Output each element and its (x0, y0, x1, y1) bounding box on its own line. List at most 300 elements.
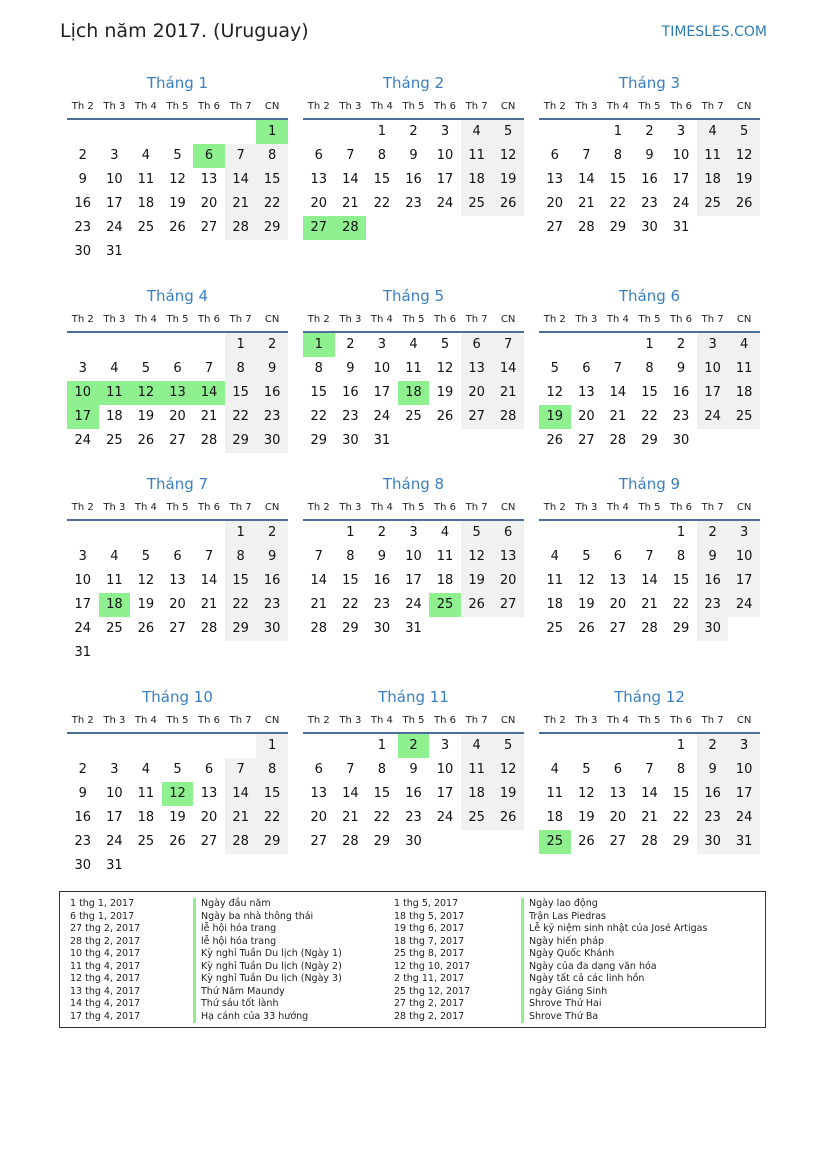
day-cell[interactable]: 15 (256, 168, 288, 192)
day-cell[interactable]: 6 (613, 549, 623, 564)
day-cell[interactable]: 31 (106, 244, 123, 259)
day-cell[interactable]: 4 (141, 148, 151, 163)
day-cell[interactable]: 3 (440, 124, 450, 139)
day-cell[interactable]: 19 (578, 810, 595, 825)
day-cell[interactable]: 28 (225, 216, 257, 240)
day-cell[interactable]: 25 (137, 220, 155, 235)
day-cell[interactable]: 27 (609, 621, 627, 636)
day-cell-holiday[interactable]: 12 (130, 381, 162, 405)
day-cell[interactable]: 23 (697, 593, 729, 617)
day-cell[interactable]: 26 (137, 621, 155, 636)
day-cell[interactable]: 16 (405, 786, 422, 801)
day-cell[interactable]: 4 (697, 120, 729, 144)
day-cell[interactable]: 28 (492, 405, 524, 429)
day-cell[interactable]: 6 (492, 521, 524, 545)
day-cell[interactable]: 3 (409, 525, 418, 540)
day-cell[interactable]: 10 (373, 361, 391, 376)
day-cell[interactable]: 13 (200, 172, 218, 187)
day-cell[interactable]: 21 (225, 192, 257, 216)
day-cell[interactable]: 30 (342, 433, 359, 448)
day-cell[interactable]: 27 (200, 834, 218, 849)
day-cell-holiday[interactable]: 6 (193, 144, 225, 168)
day-cell[interactable]: 17 (728, 782, 760, 806)
day-cell[interactable]: 26 (461, 593, 493, 617)
day-cell[interactable]: 28 (225, 830, 257, 854)
day-cell[interactable]: 6 (314, 148, 323, 163)
day-cell[interactable]: 4 (440, 525, 450, 540)
day-cell[interactable]: 16 (74, 196, 92, 211)
day-cell[interactable]: 24 (373, 409, 391, 424)
day-cell[interactable]: 27 (169, 433, 186, 448)
day-cell[interactable]: 1 (676, 525, 686, 540)
day-cell[interactable]: 23 (405, 810, 422, 825)
day-cell[interactable]: 25 (405, 409, 422, 424)
day-cell[interactable]: 31 (106, 858, 123, 873)
day-cell[interactable]: 15 (256, 782, 288, 806)
day-cell[interactable]: 12 (546, 385, 564, 400)
day-cell[interactable]: 24 (728, 593, 760, 617)
day-cell[interactable]: 14 (578, 172, 595, 187)
day-cell[interactable]: 20 (200, 810, 218, 825)
day-cell[interactable]: 24 (106, 834, 123, 849)
day-cell[interactable]: 28 (578, 220, 595, 235)
day-cell-holiday[interactable]: 1 (256, 120, 288, 144)
day-cell[interactable]: 15 (225, 381, 257, 405)
day-cell[interactable]: 2 (256, 521, 288, 545)
day-cell[interactable]: 2 (645, 124, 654, 139)
day-cell[interactable]: 20 (169, 597, 186, 612)
day-cell[interactable]: 13 (461, 357, 493, 381)
day-cell[interactable]: 28 (641, 834, 658, 849)
day-cell[interactable]: 18 (461, 782, 493, 806)
day-cell[interactable]: 25 (106, 621, 123, 636)
day-cell[interactable]: 2 (346, 337, 355, 352)
day-cell[interactable]: 30 (641, 220, 658, 235)
day-cell[interactable]: 15 (373, 786, 391, 801)
day-cell[interactable]: 30 (256, 429, 288, 453)
day-cell[interactable]: 22 (373, 810, 391, 825)
day-cell[interactable]: 18 (137, 810, 155, 825)
day-cell[interactable]: 17 (373, 385, 391, 400)
day-cell[interactable]: 9 (256, 357, 288, 381)
day-cell[interactable]: 25 (461, 806, 493, 830)
day-cell[interactable]: 11 (137, 172, 155, 187)
day-cell[interactable]: 24 (74, 433, 92, 448)
day-cell[interactable]: 16 (256, 569, 288, 593)
day-cell[interactable]: 24 (672, 196, 690, 211)
day-cell[interactable]: 4 (550, 762, 559, 777)
day-cell[interactable]: 10 (672, 148, 690, 163)
day-cell[interactable]: 19 (728, 168, 760, 192)
day-cell[interactable]: 14 (342, 786, 359, 801)
day-cell[interactable]: 20 (609, 597, 627, 612)
day-cell[interactable]: 2 (676, 337, 686, 352)
day-cell[interactable]: 1 (377, 738, 387, 753)
day-cell[interactable]: 16 (405, 172, 422, 187)
day-cell[interactable]: 27 (461, 405, 493, 429)
day-cell[interactable]: 30 (373, 621, 391, 636)
day-cell[interactable]: 29 (310, 433, 328, 448)
day-cell[interactable]: 16 (641, 172, 658, 187)
day-cell[interactable]: 3 (78, 361, 87, 376)
day-cell[interactable]: 14 (310, 573, 328, 588)
day-cell[interactable]: 10 (436, 762, 454, 777)
day-cell-holiday[interactable]: 25 (539, 830, 571, 854)
day-cell[interactable]: 21 (200, 597, 218, 612)
site-link[interactable]: TIMESLES.COM (661, 24, 767, 40)
day-cell[interactable]: 1 (676, 738, 686, 753)
day-cell[interactable]: 22 (672, 597, 690, 612)
day-cell-holiday[interactable]: 18 (398, 381, 430, 405)
day-cell[interactable]: 9 (409, 762, 418, 777)
day-cell[interactable]: 1 (377, 124, 387, 139)
day-cell[interactable]: 7 (582, 148, 591, 163)
day-cell[interactable]: 14 (225, 782, 257, 806)
day-cell[interactable]: 4 (728, 333, 760, 357)
day-cell[interactable]: 12 (728, 144, 760, 168)
day-cell[interactable]: 8 (225, 545, 257, 569)
day-cell[interactable]: 14 (225, 168, 257, 192)
day-cell[interactable]: 5 (440, 337, 450, 352)
day-cell[interactable]: 3 (110, 762, 119, 777)
day-cell[interactable]: 17 (672, 172, 690, 187)
day-cell[interactable]: 8 (645, 361, 654, 376)
day-cell[interactable]: 10 (405, 549, 422, 564)
day-cell[interactable]: 29 (225, 617, 257, 641)
day-cell[interactable]: 20 (578, 409, 595, 424)
day-cell[interactable]: 9 (377, 549, 387, 564)
day-cell[interactable]: 22 (609, 196, 627, 211)
day-cell[interactable]: 11 (728, 357, 760, 381)
day-cell[interactable]: 21 (641, 597, 658, 612)
day-cell[interactable]: 14 (200, 573, 218, 588)
day-cell[interactable]: 29 (672, 621, 690, 636)
day-cell[interactable]: 13 (310, 786, 328, 801)
day-cell[interactable]: 22 (225, 593, 257, 617)
day-cell[interactable]: 6 (461, 333, 493, 357)
day-cell[interactable]: 21 (609, 409, 627, 424)
day-cell[interactable]: 17 (728, 569, 760, 593)
day-cell[interactable]: 12 (578, 786, 595, 801)
day-cell-holiday[interactable]: 18 (99, 593, 131, 617)
day-cell[interactable]: 8 (377, 148, 387, 163)
day-cell[interactable]: 19 (169, 810, 186, 825)
day-cell[interactable]: 11 (461, 758, 493, 782)
day-cell[interactable]: 3 (728, 734, 760, 758)
day-cell[interactable]: 25 (546, 621, 564, 636)
day-cell[interactable]: 9 (256, 545, 288, 569)
day-cell[interactable]: 6 (173, 549, 182, 564)
day-cell[interactable]: 26 (546, 433, 564, 448)
day-cell[interactable]: 18 (106, 409, 123, 424)
day-cell[interactable]: 8 (613, 148, 623, 163)
day-cell[interactable]: 22 (342, 597, 359, 612)
day-cell[interactable]: 2 (409, 124, 418, 139)
day-cell[interactable]: 9 (676, 361, 686, 376)
day-cell[interactable]: 28 (609, 433, 627, 448)
day-cell[interactable]: 12 (436, 361, 454, 376)
day-cell[interactable]: 5 (582, 549, 591, 564)
day-cell[interactable]: 30 (256, 617, 288, 641)
day-cell[interactable]: 15 (225, 569, 257, 593)
day-cell[interactable]: 8 (256, 758, 288, 782)
day-cell[interactable]: 19 (137, 597, 155, 612)
day-cell[interactable]: 6 (550, 148, 559, 163)
day-cell[interactable]: 7 (346, 762, 355, 777)
day-cell[interactable]: 25 (728, 405, 760, 429)
day-cell[interactable]: 19 (436, 385, 454, 400)
day-cell[interactable]: 16 (373, 573, 391, 588)
day-cell-holiday[interactable]: 27 (303, 216, 335, 240)
day-cell[interactable]: 24 (436, 196, 454, 211)
day-cell[interactable]: 23 (256, 593, 288, 617)
day-cell[interactable]: 9 (78, 786, 87, 801)
day-cell[interactable]: 12 (578, 573, 595, 588)
day-cell[interactable]: 26 (436, 409, 454, 424)
day-cell[interactable]: 3 (697, 333, 729, 357)
day-cell[interactable]: 5 (173, 762, 182, 777)
day-cell[interactable]: 11 (697, 144, 729, 168)
day-cell[interactable]: 4 (409, 337, 418, 352)
day-cell[interactable]: 18 (461, 168, 493, 192)
day-cell[interactable]: 15 (342, 573, 359, 588)
day-cell[interactable]: 26 (578, 834, 595, 849)
day-cell[interactable]: 5 (173, 148, 182, 163)
day-cell[interactable]: 4 (141, 762, 151, 777)
day-cell[interactable]: 22 (641, 409, 658, 424)
day-cell[interactable]: 11 (405, 361, 422, 376)
day-cell[interactable]: 8 (225, 357, 257, 381)
day-cell[interactable]: 4 (110, 361, 119, 376)
day-cell[interactable]: 6 (613, 762, 623, 777)
day-cell[interactable]: 7 (204, 361, 214, 376)
day-cell[interactable]: 16 (74, 810, 92, 825)
day-cell[interactable]: 12 (461, 545, 493, 569)
day-cell[interactable]: 10 (728, 758, 760, 782)
day-cell[interactable]: 5 (728, 120, 760, 144)
day-cell[interactable]: 25 (697, 192, 729, 216)
day-cell-holiday[interactable]: 14 (193, 381, 225, 405)
day-cell[interactable]: 26 (169, 220, 186, 235)
day-cell[interactable]: 14 (641, 573, 658, 588)
day-cell[interactable]: 21 (641, 810, 658, 825)
day-cell[interactable]: 6 (173, 361, 182, 376)
day-cell[interactable]: 20 (609, 810, 627, 825)
day-cell[interactable]: 9 (697, 545, 729, 569)
day-cell[interactable]: 28 (641, 621, 658, 636)
day-cell[interactable]: 3 (728, 521, 760, 545)
day-cell[interactable]: 20 (310, 810, 328, 825)
day-cell[interactable]: 17 (436, 786, 454, 801)
day-cell[interactable]: 27 (310, 834, 328, 849)
day-cell[interactable]: 26 (137, 433, 155, 448)
day-cell[interactable]: 5 (492, 120, 524, 144)
day-cell[interactable]: 27 (169, 621, 186, 636)
day-cell[interactable]: 9 (697, 758, 729, 782)
day-cell[interactable]: 4 (461, 120, 493, 144)
day-cell[interactable]: 22 (225, 405, 257, 429)
day-cell[interactable]: 25 (106, 433, 123, 448)
day-cell[interactable]: 29 (256, 830, 288, 854)
day-cell[interactable]: 3 (440, 738, 450, 753)
day-cell[interactable]: 23 (74, 220, 92, 235)
day-cell[interactable]: 4 (550, 549, 559, 564)
day-cell[interactable]: 13 (609, 786, 627, 801)
day-cell[interactable]: 19 (578, 597, 595, 612)
day-cell[interactable]: 28 (342, 834, 359, 849)
day-cell[interactable]: 7 (492, 333, 524, 357)
day-cell-holiday[interactable]: 12 (162, 782, 194, 806)
day-cell[interactable]: 29 (672, 834, 690, 849)
day-cell[interactable]: 11 (137, 786, 155, 801)
day-cell[interactable]: 1 (225, 521, 257, 545)
day-cell[interactable]: 13 (578, 385, 595, 400)
day-cell[interactable]: 23 (697, 806, 729, 830)
day-cell[interactable]: 2 (697, 521, 729, 545)
day-cell[interactable]: 9 (409, 148, 418, 163)
day-cell[interactable]: 2 (697, 734, 729, 758)
day-cell[interactable]: 7 (204, 549, 214, 564)
day-cell[interactable]: 31 (672, 220, 690, 235)
day-cell[interactable]: 5 (582, 762, 591, 777)
day-cell[interactable]: 16 (256, 381, 288, 405)
day-cell-holiday[interactable]: 2 (398, 734, 430, 758)
day-cell[interactable]: 14 (641, 786, 658, 801)
day-cell[interactable]: 23 (373, 597, 391, 612)
day-cell[interactable]: 22 (256, 806, 288, 830)
day-cell-holiday[interactable]: 19 (539, 405, 571, 429)
day-cell[interactable]: 20 (461, 381, 493, 405)
day-cell[interactable]: 29 (609, 220, 627, 235)
day-cell[interactable]: 20 (546, 196, 564, 211)
day-cell-holiday[interactable]: 1 (303, 333, 335, 357)
day-cell[interactable]: 17 (106, 810, 123, 825)
day-cell[interactable]: 8 (676, 762, 686, 777)
day-cell[interactable]: 9 (645, 148, 654, 163)
day-cell[interactable]: 16 (697, 569, 729, 593)
day-cell[interactable]: 3 (676, 124, 686, 139)
day-cell-holiday[interactable]: 25 (429, 593, 461, 617)
day-cell[interactable]: 17 (106, 196, 123, 211)
day-cell[interactable]: 18 (137, 196, 155, 211)
day-cell[interactable]: 7 (613, 361, 623, 376)
day-cell[interactable]: 24 (74, 621, 92, 636)
day-cell[interactable]: 5 (141, 549, 151, 564)
day-cell[interactable]: 25 (137, 834, 155, 849)
day-cell[interactable]: 27 (492, 593, 524, 617)
day-cell[interactable]: 15 (310, 385, 328, 400)
day-cell[interactable]: 13 (492, 545, 524, 569)
day-cell[interactable]: 7 (225, 144, 257, 168)
day-cell[interactable]: 27 (546, 220, 564, 235)
day-cell[interactable]: 8 (676, 549, 686, 564)
day-cell[interactable]: 23 (342, 409, 359, 424)
day-cell[interactable]: 24 (436, 810, 454, 825)
day-cell[interactable]: 16 (672, 385, 690, 400)
day-cell[interactable]: 17 (697, 381, 729, 405)
day-cell[interactable]: 23 (405, 196, 422, 211)
day-cell[interactable]: 21 (200, 409, 218, 424)
day-cell[interactable]: 10 (106, 786, 123, 801)
day-cell[interactable]: 23 (74, 834, 92, 849)
day-cell[interactable]: 30 (697, 830, 729, 854)
day-cell[interactable]: 30 (405, 834, 422, 849)
day-cell[interactable]: 1 (256, 734, 288, 758)
day-cell[interactable]: 8 (346, 549, 355, 564)
day-cell[interactable]: 10 (74, 573, 92, 588)
day-cell[interactable]: 7 (314, 549, 323, 564)
day-cell[interactable]: 19 (169, 196, 186, 211)
day-cell[interactable]: 5 (461, 521, 493, 545)
day-cell[interactable]: 10 (697, 357, 729, 381)
day-cell[interactable]: 30 (697, 617, 729, 641)
day-cell[interactable]: 16 (697, 782, 729, 806)
day-cell[interactable]: 7 (645, 762, 654, 777)
day-cell[interactable]: 27 (578, 433, 595, 448)
day-cell[interactable]: 4 (110, 549, 119, 564)
day-cell[interactable]: 19 (492, 782, 524, 806)
day-cell[interactable]: 13 (310, 172, 328, 187)
day-cell[interactable]: 1 (346, 525, 355, 540)
day-cell[interactable]: 4 (461, 734, 493, 758)
day-cell[interactable]: 8 (256, 144, 288, 168)
day-cell[interactable]: 11 (546, 573, 564, 588)
day-cell[interactable]: 23 (672, 409, 690, 424)
day-cell[interactable]: 7 (225, 758, 257, 782)
day-cell[interactable]: 22 (310, 409, 328, 424)
day-cell[interactable]: 21 (578, 196, 595, 211)
day-cell[interactable]: 18 (546, 810, 564, 825)
day-cell[interactable]: 27 (609, 834, 627, 849)
day-cell[interactable]: 29 (256, 216, 288, 240)
day-cell[interactable]: 21 (342, 196, 359, 211)
day-cell[interactable]: 26 (492, 806, 524, 830)
day-cell[interactable]: 3 (377, 337, 387, 352)
day-cell[interactable]: 10 (728, 545, 760, 569)
day-cell[interactable]: 20 (200, 196, 218, 211)
day-cell[interactable]: 21 (342, 810, 359, 825)
day-cell[interactable]: 26 (492, 192, 524, 216)
day-cell[interactable]: 13 (169, 573, 186, 588)
day-cell[interactable]: 26 (578, 621, 595, 636)
day-cell[interactable]: 1 (645, 337, 654, 352)
day-cell[interactable]: 10 (106, 172, 123, 187)
day-cell[interactable]: 31 (373, 433, 391, 448)
day-cell[interactable]: 23 (256, 405, 288, 429)
day-cell[interactable]: 12 (169, 172, 186, 187)
day-cell[interactable]: 10 (436, 148, 454, 163)
day-cell[interactable]: 6 (204, 762, 214, 777)
day-cell[interactable]: 24 (405, 597, 422, 612)
day-cell[interactable]: 24 (728, 806, 760, 830)
day-cell[interactable]: 12 (137, 573, 155, 588)
day-cell-holiday[interactable]: 10 (67, 381, 99, 405)
day-cell[interactable]: 20 (492, 569, 524, 593)
day-cell[interactable]: 21 (225, 806, 257, 830)
day-cell[interactable]: 3 (110, 148, 119, 163)
day-cell[interactable]: 7 (346, 148, 355, 163)
day-cell[interactable]: 19 (137, 409, 155, 424)
day-cell[interactable]: 21 (310, 597, 328, 612)
day-cell[interactable]: 19 (461, 569, 493, 593)
day-cell[interactable]: 29 (641, 433, 658, 448)
day-cell[interactable]: 7 (645, 549, 654, 564)
day-cell[interactable]: 20 (310, 196, 328, 211)
day-cell[interactable]: 30 (74, 858, 92, 873)
day-cell[interactable]: 29 (373, 834, 391, 849)
day-cell[interactable]: 21 (492, 381, 524, 405)
day-cell[interactable]: 15 (672, 786, 690, 801)
